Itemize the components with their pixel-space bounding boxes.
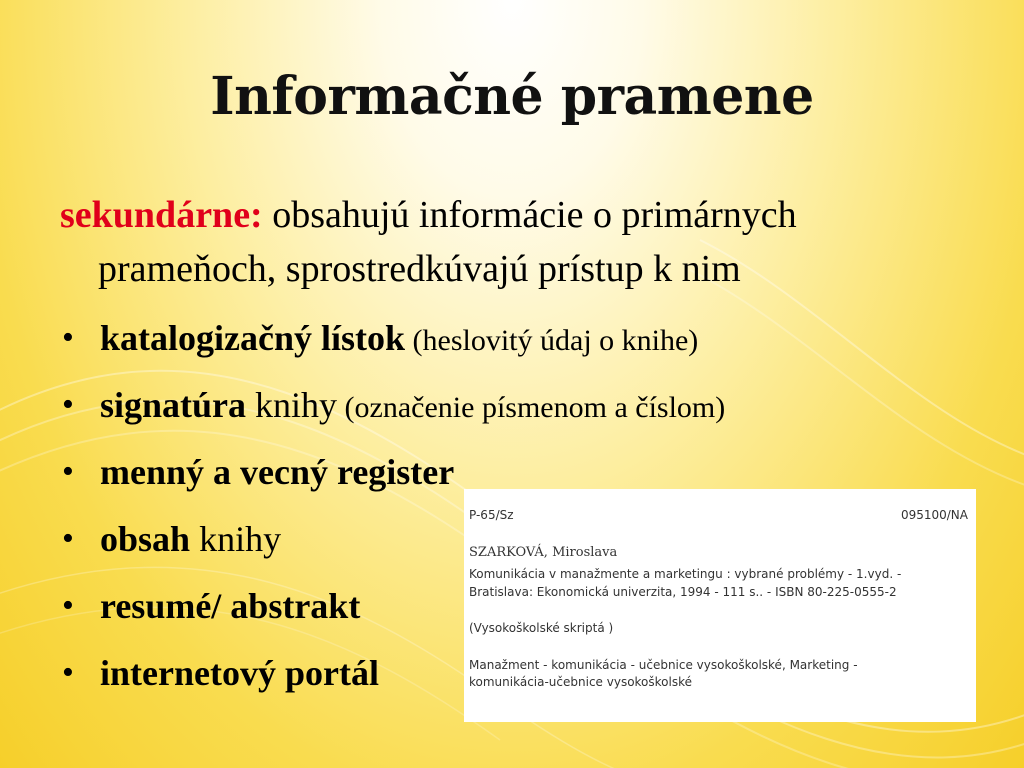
bullet-bold: menný a vecný register — [100, 452, 455, 492]
intro-term: sekundárne: — [60, 194, 263, 236]
bullet-bold: katalogizačný lístok — [100, 318, 406, 358]
slide-title: Informačné pramene — [210, 66, 814, 127]
card-subjects-line: komunikácia-učebnice vysokoškolské — [469, 675, 693, 689]
card-title-line: Komunikácia v manažmente a marketingu : vybrané problémy - 1.vyd. - — [469, 567, 902, 581]
bullet-bold: resumé/ abstrakt — [100, 586, 361, 626]
bullet-note: (heslovitý údaj o knihe) — [405, 324, 699, 357]
bullet-normal: knihy — [190, 519, 282, 559]
bullet-normal: knihy — [246, 385, 338, 425]
catalog-card-image — [464, 489, 976, 722]
card-subjects-line: Manažment - komunikácia - učebnice vysokoškolské, Marketing - — [469, 658, 858, 672]
bullet-bold: internetový portál — [100, 653, 379, 693]
intro-text: obsahujú informácie o primárnych prameňoch, sprostredkúvajú prístup k nim — [98, 194, 797, 290]
bullet-item — [60, 306, 960, 373]
card-signature: P-65/Sz — [469, 508, 514, 522]
card-author: SZARKOVÁ, Miroslava — [469, 545, 618, 560]
bullet-bold: signatúra — [100, 385, 247, 425]
bullet-item — [60, 373, 960, 440]
card-number: 095100/NA — [900, 508, 968, 522]
bullet-bold: obsah — [100, 519, 191, 559]
card-series: (Vysokoškolské skriptá ) — [469, 621, 614, 635]
bullet-note: (označenie písmenom a číslom) — [337, 391, 726, 424]
card-publication-line: Bratislava: Ekonomická univerzita, 1994 - 111 s.. - ISBN 80-225-0555-2 — [469, 585, 897, 599]
intro-paragraph — [60, 188, 960, 296]
